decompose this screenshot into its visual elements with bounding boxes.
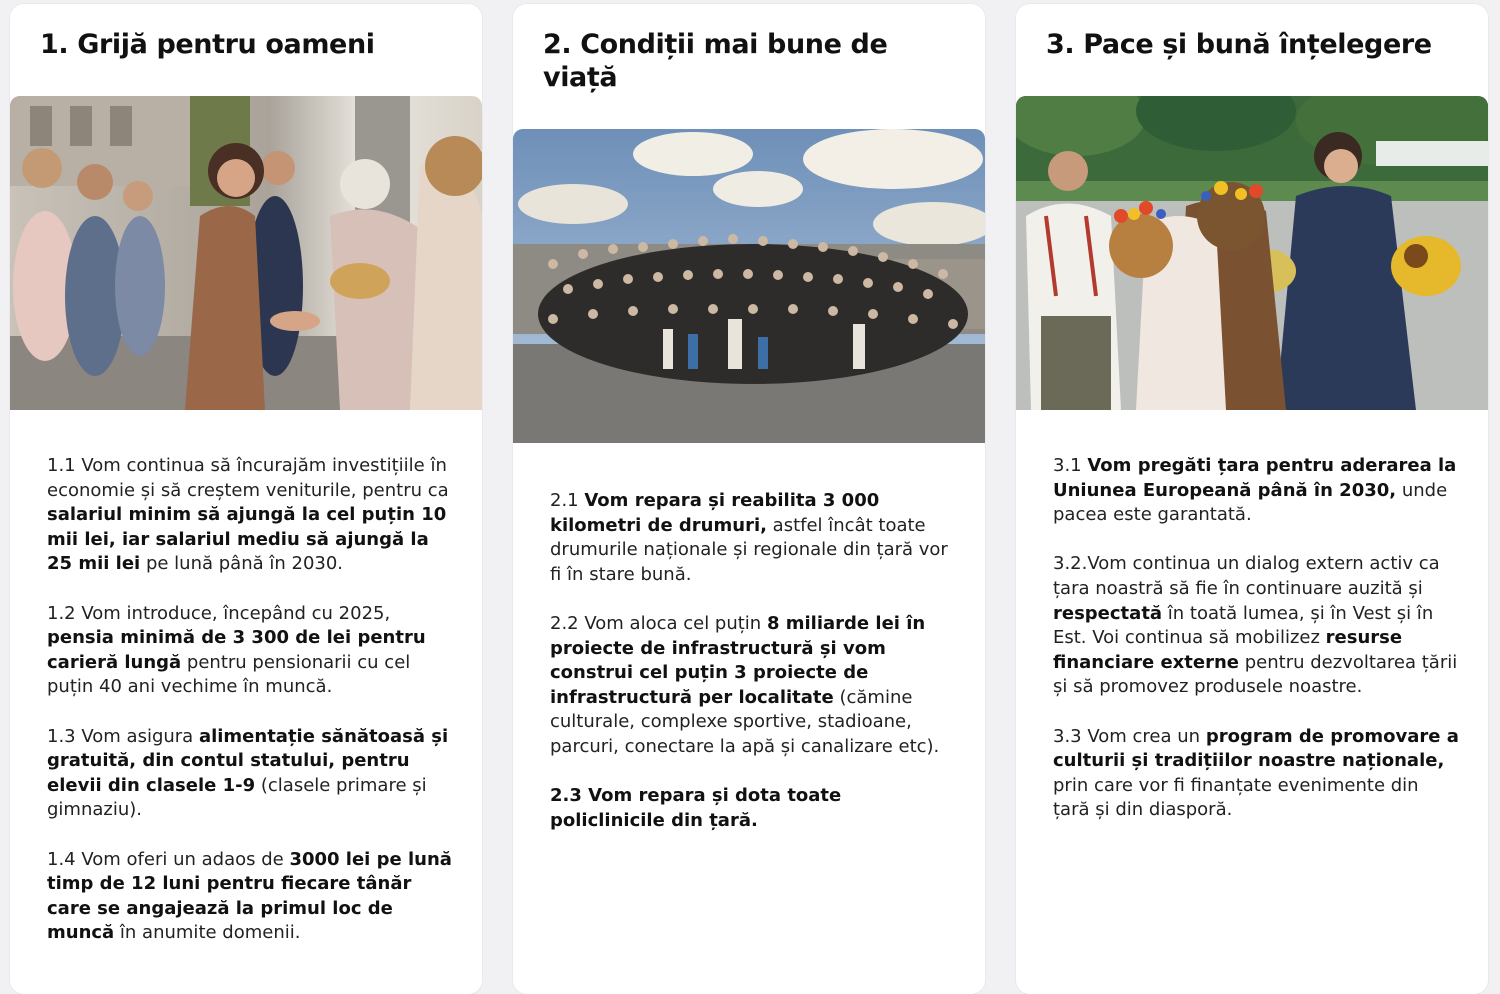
column-card-1 xyxy=(10,4,482,994)
column-title: 1. Grijă pentru oameni xyxy=(40,29,375,60)
item-3-2: 3.2.Vom continua un dialog extern activ ca țara noastră să fie în continuare auzită și respectată în toată lumea, și în Vest și în Est. Voi continua să mobilizez resurse financiare externe pentru dezvoltarea țării și să promovez produsele noastre. xyxy=(1053,553,1458,698)
column-title: 3. Pace și bună înțelegere xyxy=(1046,29,1432,60)
item-1-3: 1.3 Vom asigura alimentație sănătoasă și gratuită, din contul statului, pentru elevii din clasele 1-9 (clasele primare și gimnaziu). xyxy=(47,725,449,821)
photo-group xyxy=(513,129,985,443)
item-2-3: 2.3 Vom repara și dota toate policlinicile din țară. xyxy=(550,785,842,831)
column-text xyxy=(550,489,957,858)
item-1-1: 1.1 Vom continua să încurajăm investițiile în economie și să creștem veniturile, pentru ca salariul minim să ajungă la cel puțin 10 mii lei, iar salariul mediu să ajungă la 25 mii lei pe lună până în 2030. xyxy=(47,455,449,575)
item-1-4: 1.4 Vom oferi un adaos de 3000 lei pe lună timp de 12 luni pentru fiecare tânăr care se angajează la primul loc de muncă în anumite domenii. xyxy=(47,848,452,944)
column-card-3 xyxy=(1016,4,1488,994)
column-title: 2. Condiții mai bune de viață xyxy=(543,29,888,93)
column-card-2 xyxy=(513,4,985,994)
photo-greeting-crowd xyxy=(10,96,482,410)
item-3-3: 3.3 Vom crea un program de promovare a culturii și tradițiilor noastre naționale, prin care vor fi finanțate evenimente din țară și din diasporă. xyxy=(1053,725,1459,821)
item-3-1: 3.1 Vom pregăti țara pentru aderarea la Uniunea Europeană până în 2030, unde pacea este garantată. xyxy=(1053,455,1457,526)
item-1-2: 1.2 Vom introduce, începând cu 2025, pensia minimă de 3 300 de lei pentru carieră lungă pentru pensionarii cu cel puțin 40 ani vechime în muncă. xyxy=(47,602,426,698)
item-2-1: 2.1 Vom repara și reabilita 3 000 kilometri de drumuri, astfel încât toate drumurile naționale și regionale din țară vor fi în stare bună. xyxy=(550,490,948,585)
column-text xyxy=(47,454,454,970)
photo-flowers xyxy=(1016,96,1488,410)
column-text xyxy=(1053,454,1460,848)
item-2-2: 2.2 Vom aloca cel puțin 8 miliarde lei în proiecte de infrastructură și vom construi cel puțin 3 proiecte de infrastructură per localitate (cămine culturale, complexe sportive, stadioane, parcuri, conectare la apă și canalizare etc). xyxy=(550,612,940,757)
